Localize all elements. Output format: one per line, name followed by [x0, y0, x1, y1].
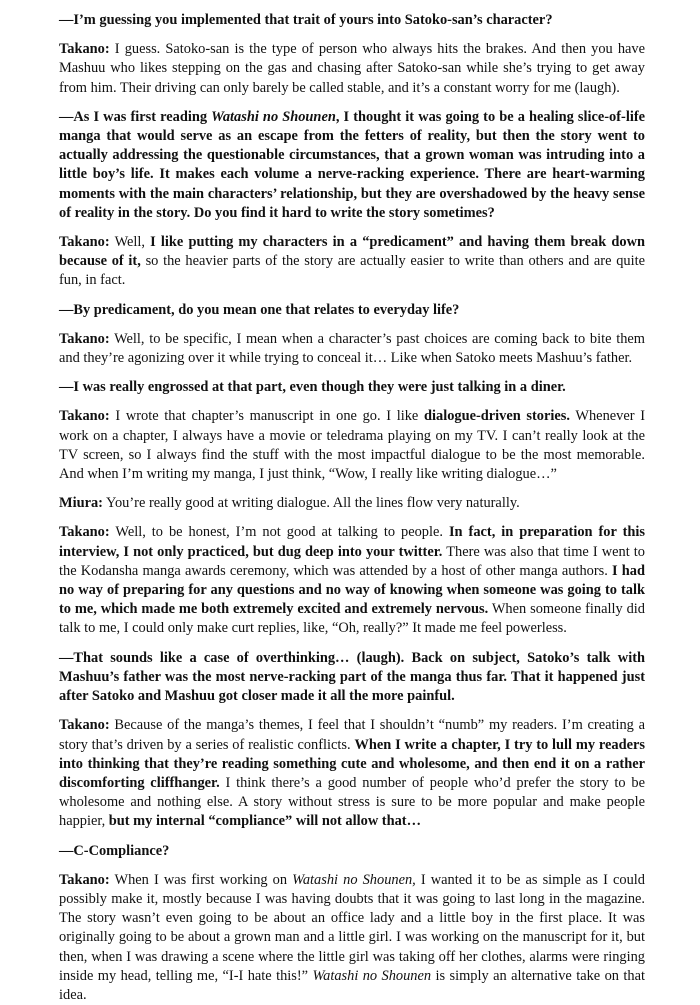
- text-segment: —As I was first reading: [59, 108, 212, 125]
- italic-title: Watashi no Shounen: [211, 108, 336, 125]
- text-segment: When someone finally did talk to me, I could only make curt replies, like, “Oh, really?” It made me feel powerless.: [59, 601, 645, 637]
- interview-answer: [59, 407, 645, 484]
- interview-question: [59, 11, 645, 30]
- bold-text: Miura:: [59, 495, 103, 512]
- text-segment: so the heavier parts of the story are actually easier to write than others and are quite fun, in fact.: [59, 253, 645, 289]
- bold-text: Takano:: [59, 330, 110, 347]
- text-segment: , I thought it was going to be a healing slice-of-life manga that would serve as an escape from the fetters of reality, but then the story went to actually addressing the questionable circumstances, that a grown woman was intruding into a little boy’s life. It makes each volume a nerve-racking experience. There are heart-warming moments with the main characters’ relationship, but they are overshadowed by the heavy sense of reality in the story. Do you find it hard to write the story sometimes?: [59, 108, 646, 221]
- text-segment: —I was really engrossed at that part, even though they were just talking in a diner.: [59, 379, 566, 396]
- interview-answer: [59, 716, 645, 831]
- interview-question: [59, 378, 645, 397]
- interview-question: [59, 649, 645, 707]
- bold-text: Takano:: [59, 717, 110, 734]
- text-segment: I wanted it to be as simple as I could possibly make it, mostly because I was having doubts that it was going to last long in the magazine. The story wasn’t even going to be about an office lady and a little boy in the first place. It was originally going to be about a grown man and a little girl. I was working on the manuscript for it, but then, when I was drawing a scene where the little girl was taking off her clothes, alarms were ringing inside my head, telling me, “I-I hate this!”: [59, 871, 645, 984]
- interview-answer: [59, 330, 645, 368]
- text-segment: I think there’s a good number of people who’d prefer the story to be wholesome and nothing else. A story without stress is sure to be more popular and make people happier,: [59, 774, 645, 830]
- italic-title: Watashi no Shounen: [312, 967, 432, 984]
- text-segment: I guess. Satoko-san is the type of person who always hits the brakes. And then you have Mashuu who likes stepping on the gas and chasing after Satoko-san while she’s trying to get away from him. Their driving can only barely be called stable, and it’s a constant worry for me (laugh).: [59, 41, 645, 96]
- bold-text: In fact, in preparation for this interview, I not only practiced, but dug deep into your twitter.: [59, 524, 646, 560]
- text-segment: —I’m guessing you implemented that trait of yours into Satoko-san’s character?: [59, 12, 553, 28]
- bold-text: Takano:: [59, 871, 110, 888]
- text-segment: Well,: [109, 234, 151, 251]
- text-segment: Whenever I work on a chapter, I always have a movie or teledrama playing on my TV. I can’t really look at the TV screen, so I always find the stuff with the most impactful dialogue to be the most memorable. And when I’m writing my manga, I just think, “Wow, I really like writing dialogue…”: [59, 408, 645, 483]
- bold-text: When I write a chapter, I try to lull my readers into thinking that they’re reading something cute and wholesome, and then end it on a rather discomforting cliffhanger.: [59, 736, 645, 791]
- text-segment: Because of the manga’s themes, I feel that I shouldn’t “numb” my readers. I’m creating a story that’s driven by a series of realistic conflicts.: [59, 717, 645, 753]
- bold-text: but my internal “compliance” will not allow that…: [108, 813, 421, 830]
- interview-question: [59, 842, 645, 861]
- text-segment: —By predicament, do you mean one that relates to everyday life?: [59, 301, 460, 318]
- italic-title: Watashi no Shounen,: [292, 871, 416, 888]
- text-segment: —That sounds like a case of overthinking… (laugh). Back on subject, Satoko’s talk with Mashuu’s father was the most nerve-racking part of the manga thus far. That it happened just after Satoko and Mashuu got closer made it all the more painful.: [59, 649, 645, 705]
- interview-answer: [59, 233, 645, 291]
- interview-question: [59, 108, 645, 223]
- text-segment: is simply an alternative take on that idea.: [59, 967, 645, 1003]
- bold-text: I like putting my characters in a “predicament” and having them break down because of it,: [59, 234, 645, 270]
- text-segment: There was also that time I went to the Kodansha manga awards ceremony, which was attended by a host of other manga authors.: [59, 543, 646, 579]
- interview-answer: [59, 494, 645, 513]
- bold-text: Takano:: [59, 41, 110, 58]
- text-segment: —C-Compliance?: [59, 842, 170, 859]
- bold-text: Takano:: [59, 524, 110, 541]
- interview-answer: [59, 523, 645, 638]
- bold-text: Takano:: [59, 234, 110, 251]
- text-segment: You’re really good at writing dialogue. All the lines flow very naturally.: [102, 495, 520, 512]
- interview-question: [59, 301, 645, 320]
- text-segment: I wrote that chapter’s manuscript in one go. I like: [109, 408, 424, 425]
- bold-text: dialogue-driven stories.: [424, 408, 570, 425]
- bold-text: I had no way of preparing for any questions and no way of knowing when someone was going to talk to me, which made me both extremely excited and extremely nervous.: [59, 562, 645, 618]
- interview-answer: [59, 871, 645, 1005]
- text-segment: Well, to be specific, I mean when a character’s past choices are coming back to bite them and they’re agonizing over it while trying to conceal it… Like when Satoko meets Mashuu’s father.: [59, 330, 645, 367]
- bold-text: Takano:: [59, 408, 110, 425]
- interview-answer: [59, 40, 645, 98]
- text-segment: Well, to be honest, I’m not good at talking to people.: [109, 524, 449, 541]
- text-segment: When I was first working on: [109, 871, 293, 888]
